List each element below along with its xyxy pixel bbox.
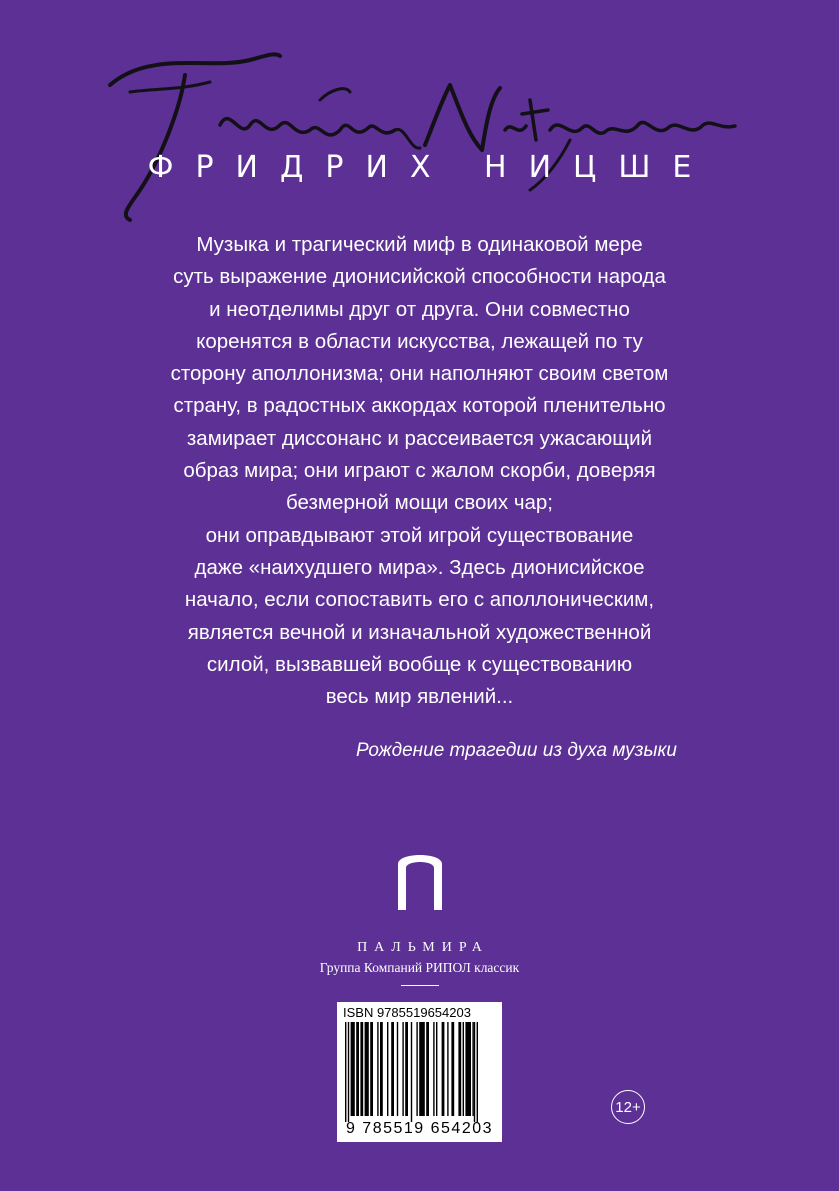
age-rating-badge: 12+: [611, 1090, 645, 1124]
blurb-line: страну, в радостных аккордах которой пленительно: [173, 394, 666, 418]
blurb-line: безмерной мощи своих чар;: [285, 491, 554, 515]
isbn-digits: 9 785519 654203: [345, 1120, 494, 1137]
publisher-group: Группа Компаний РИПОЛ классик: [319, 960, 520, 975]
blurb-line: Музыка и трагический миф в одинаковой мере: [196, 233, 643, 256]
signature-graphic: [90, 30, 750, 230]
blurb-line: весь мир явлений...: [325, 685, 514, 709]
arch-icon: [396, 848, 444, 910]
barcode: [337, 1002, 502, 1142]
source-title: Рождение трагедии из духа музыки: [355, 740, 677, 761]
blurb-line: даже «наихудшего мира». Здесь дионисийское: [194, 555, 645, 579]
blurb-line: является вечной и изначальной художественной: [187, 620, 652, 644]
publisher-name: ПАЛЬМИРА: [357, 940, 489, 955]
author-name: ФРИДРИХ НИЦШЕ: [147, 150, 714, 185]
blurb-quote: [100, 229, 739, 713]
blurb-line: начало, если сопоставить его с аполлоническим,: [184, 588, 655, 612]
blurb-line: замирает диссонанс и рассеивается ужасающий: [186, 426, 653, 450]
blurb-line: сторону аполлонизма; они наполняют своим светом: [170, 362, 669, 386]
barcode-bars: [337, 1022, 502, 1122]
blurb-line: они оправдывают этой игрой существование: [205, 523, 634, 547]
blurb-line: образ мира; они играют с жалом скорби, доверяя: [183, 459, 656, 483]
blurb-line: суть выражение дионисийской способности народа: [173, 265, 666, 289]
isbn-label: ISBN 9785519654203: [343, 1005, 471, 1020]
blurb-line: коренятся в области искусства, лежащей по ту: [196, 329, 643, 353]
publisher-divider: [401, 985, 439, 986]
blurb-line: и неотделимы друг от друга. Они совместно: [209, 297, 630, 321]
blurb-line: силой, вызвавшей вообще к существованию: [206, 652, 633, 676]
